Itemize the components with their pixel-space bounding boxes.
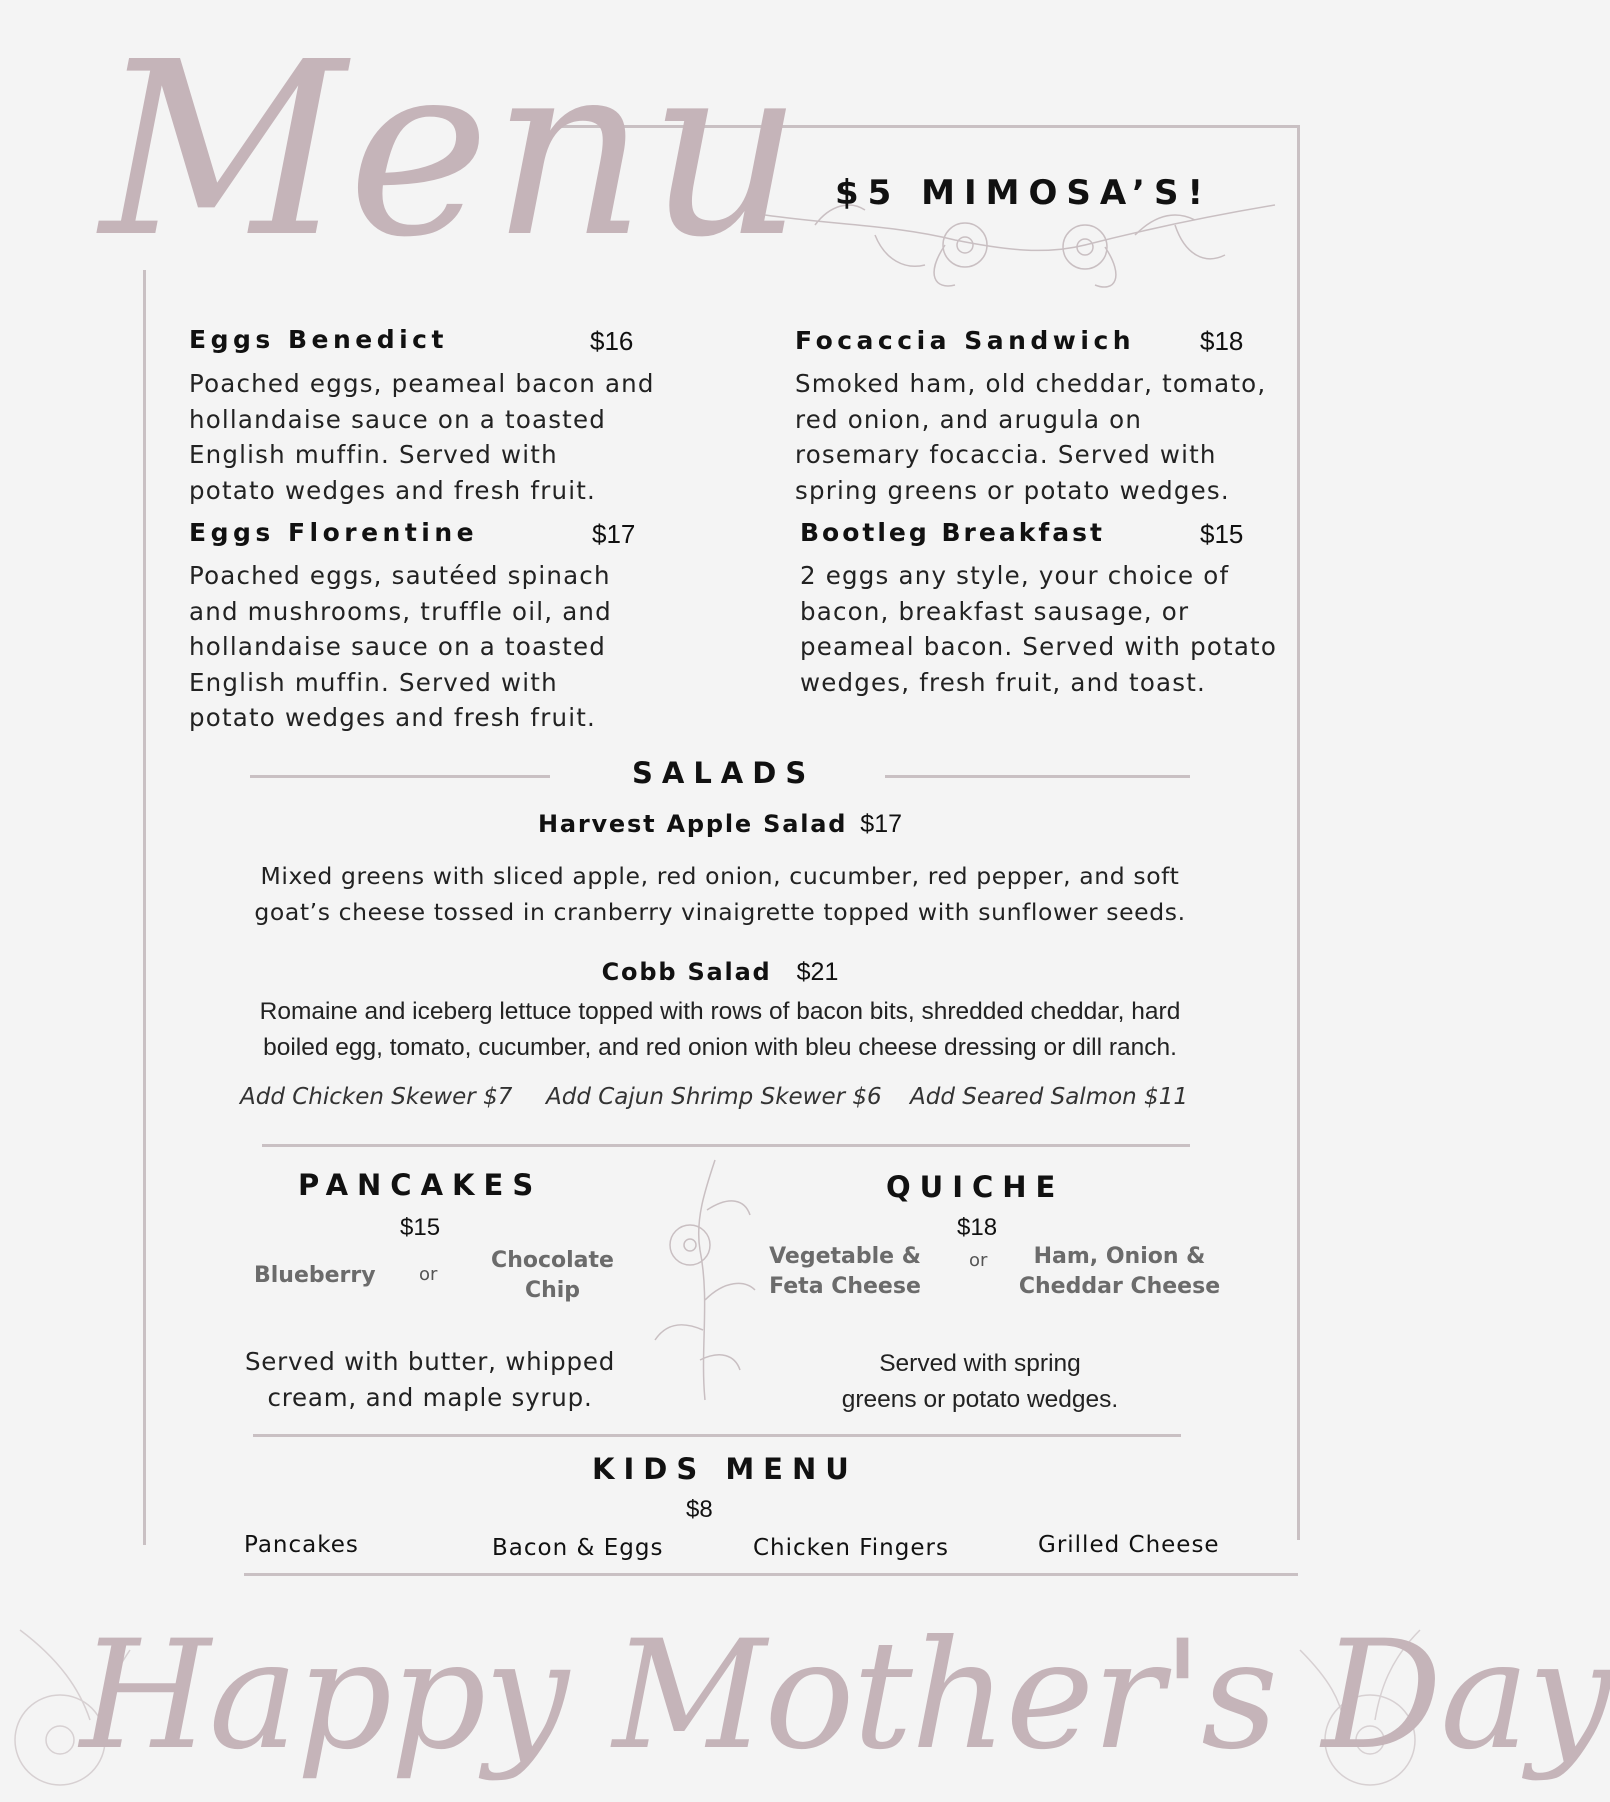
addon-seared-salmon: Add Seared Salmon $11 bbox=[910, 1084, 1188, 1110]
item-description bbox=[189, 558, 669, 736]
addons-divider bbox=[262, 1144, 1190, 1147]
addon-cajun-shrimp-skewer: Add Cajun Shrimp Skewer $6 bbox=[546, 1084, 882, 1110]
description-line: rosemary focaccia. Served with bbox=[795, 440, 1217, 469]
floral-ornament-middle bbox=[645, 1150, 765, 1410]
salad-cobb-title bbox=[420, 958, 1020, 987]
option-line: Cheddar Cheese bbox=[1018, 1274, 1221, 1299]
description-line: Mixed greens with sliced apple, red onion, cucumber, red pepper, and soft bbox=[260, 862, 1180, 890]
served-line: greens or potato wedges. bbox=[841, 1386, 1119, 1413]
salad-name: Cobb Salad bbox=[601, 958, 772, 986]
description-line: Smoked ham, old cheddar, tomato, bbox=[795, 369, 1267, 398]
salad-price: $17 bbox=[860, 810, 903, 838]
salads-divider-right bbox=[885, 775, 1190, 778]
salads-divider-left bbox=[250, 775, 550, 778]
description-line: Poached eggs, peameal bacon and bbox=[189, 369, 655, 398]
item-name: Eggs Benedict bbox=[189, 325, 448, 354]
pancakes-option-chocolate-chip bbox=[490, 1246, 615, 1306]
happy-mothers-day-script: Happy Mother's Day bbox=[80, 1609, 1610, 1783]
item-name: Bootleg Breakfast bbox=[800, 518, 1105, 547]
item-description bbox=[800, 558, 1300, 700]
menu-item-eggs-florentine bbox=[189, 518, 478, 547]
option-line: Vegetable & bbox=[769, 1244, 921, 1269]
salad-cobb-description bbox=[190, 994, 1250, 1066]
menu-item-focaccia-sandwich bbox=[795, 326, 1135, 355]
mimosa-banner: $5 MIMOSA’S! bbox=[835, 173, 1212, 213]
item-description bbox=[795, 366, 1295, 508]
salad-price: $21 bbox=[796, 958, 839, 986]
frame-bottom-line bbox=[244, 1573, 1298, 1576]
description-line: English muffin. Served with bbox=[189, 667, 558, 697]
menu-script-title: Menu bbox=[100, 10, 805, 290]
quiche-heading: QUICHE bbox=[886, 1170, 1065, 1204]
description-line: red onion, and arugula on bbox=[795, 404, 1143, 434]
kids-item-chicken-fingers: Chicken Fingers bbox=[753, 1535, 949, 1561]
addon-chicken-skewer: Add Chicken Skewer $7 bbox=[240, 1084, 513, 1110]
menu-item-eggs-benedict bbox=[189, 325, 448, 354]
description-line: bacon, breakfast sausage, or bbox=[800, 596, 1190, 626]
item-price: $18 bbox=[1200, 326, 1244, 356]
item-price: $15 bbox=[1200, 519, 1244, 549]
pancakes-served-with bbox=[220, 1344, 640, 1416]
option-line: Chocolate bbox=[491, 1248, 614, 1273]
kids-menu-heading: KIDS MENU bbox=[592, 1452, 858, 1486]
salad-name: Harvest Apple Salad bbox=[537, 810, 848, 838]
option-line: Ham, Onion & bbox=[1033, 1244, 1206, 1269]
salads-heading: SALADS bbox=[632, 756, 816, 790]
salad-harvest-description bbox=[200, 858, 1240, 930]
description-line: 2 eggs any style, your choice of bbox=[800, 561, 1230, 590]
kids-divider bbox=[253, 1434, 1181, 1437]
kids-item-bacon-eggs: Bacon & Eggs bbox=[492, 1535, 664, 1561]
pancakes-or: or bbox=[419, 1264, 438, 1285]
description-line: English muffin. Served with bbox=[189, 440, 558, 469]
pancakes-price: $15 bbox=[400, 1214, 441, 1241]
description-line: potato wedges and fresh fruit. bbox=[189, 703, 597, 732]
served-line: cream, and maple syrup. bbox=[267, 1383, 593, 1412]
description-line: Poached eggs, sautéed spinach bbox=[189, 561, 611, 590]
item-price: $17 bbox=[592, 519, 636, 549]
description-line: hollandaise sauce on a toasted bbox=[189, 404, 607, 434]
item-name: Focaccia Sandwich bbox=[795, 326, 1136, 355]
kids-item-pancakes: Pancakes bbox=[244, 1532, 359, 1558]
description-line: spring greens or potato wedges. bbox=[795, 475, 1230, 505]
description-line: and mushrooms, truffle oil, and bbox=[189, 596, 612, 626]
item-description bbox=[189, 366, 669, 508]
kids-item-grilled-cheese: Grilled Cheese bbox=[1038, 1532, 1220, 1558]
description-line: peameal bacon. Served with potato bbox=[800, 632, 1278, 661]
quiche-price: $18 bbox=[957, 1214, 998, 1241]
option-line: Feta Cheese bbox=[769, 1274, 921, 1299]
kids-menu-price: $8 bbox=[686, 1496, 713, 1523]
description-line: wedges, fresh fruit, and toast. bbox=[800, 667, 1207, 697]
description-line: Romaine and iceberg lettuce topped with rows of bacon bits, shredded cheddar, hard bbox=[259, 998, 1181, 1025]
quiche-option-ham-onion-cheddar bbox=[1017, 1242, 1222, 1302]
pancakes-heading: PANCAKES bbox=[298, 1168, 543, 1202]
option-line: Chip bbox=[524, 1278, 581, 1303]
pancakes-option-blueberry: Blueberry bbox=[254, 1263, 376, 1288]
frame-right-line bbox=[1297, 125, 1300, 1540]
frame-left-line bbox=[143, 270, 146, 1545]
quiche-option-vegetable-feta bbox=[765, 1242, 925, 1302]
item-name: Eggs Florentine bbox=[189, 518, 479, 547]
item-price: $16 bbox=[590, 326, 634, 356]
served-line: Served with spring bbox=[879, 1350, 1081, 1377]
menu-item-bootleg-breakfast bbox=[800, 518, 1105, 547]
salad-harvest-title bbox=[420, 810, 1020, 839]
served-line: Served with butter, whipped bbox=[244, 1347, 616, 1376]
description-line: hollandaise sauce on a toasted bbox=[189, 632, 607, 661]
description-line: potato wedges and fresh fruit. bbox=[189, 475, 597, 505]
quiche-or: or bbox=[969, 1250, 988, 1271]
quiche-served-with bbox=[790, 1346, 1170, 1418]
description-line: goat’s cheese tossed in cranberry vinaigrette topped with sunflower seeds. bbox=[254, 898, 1186, 926]
description-line: boiled egg, tomato, cucumber, and red onion with bleu cheese dressing or dill ranch. bbox=[263, 1034, 1177, 1061]
